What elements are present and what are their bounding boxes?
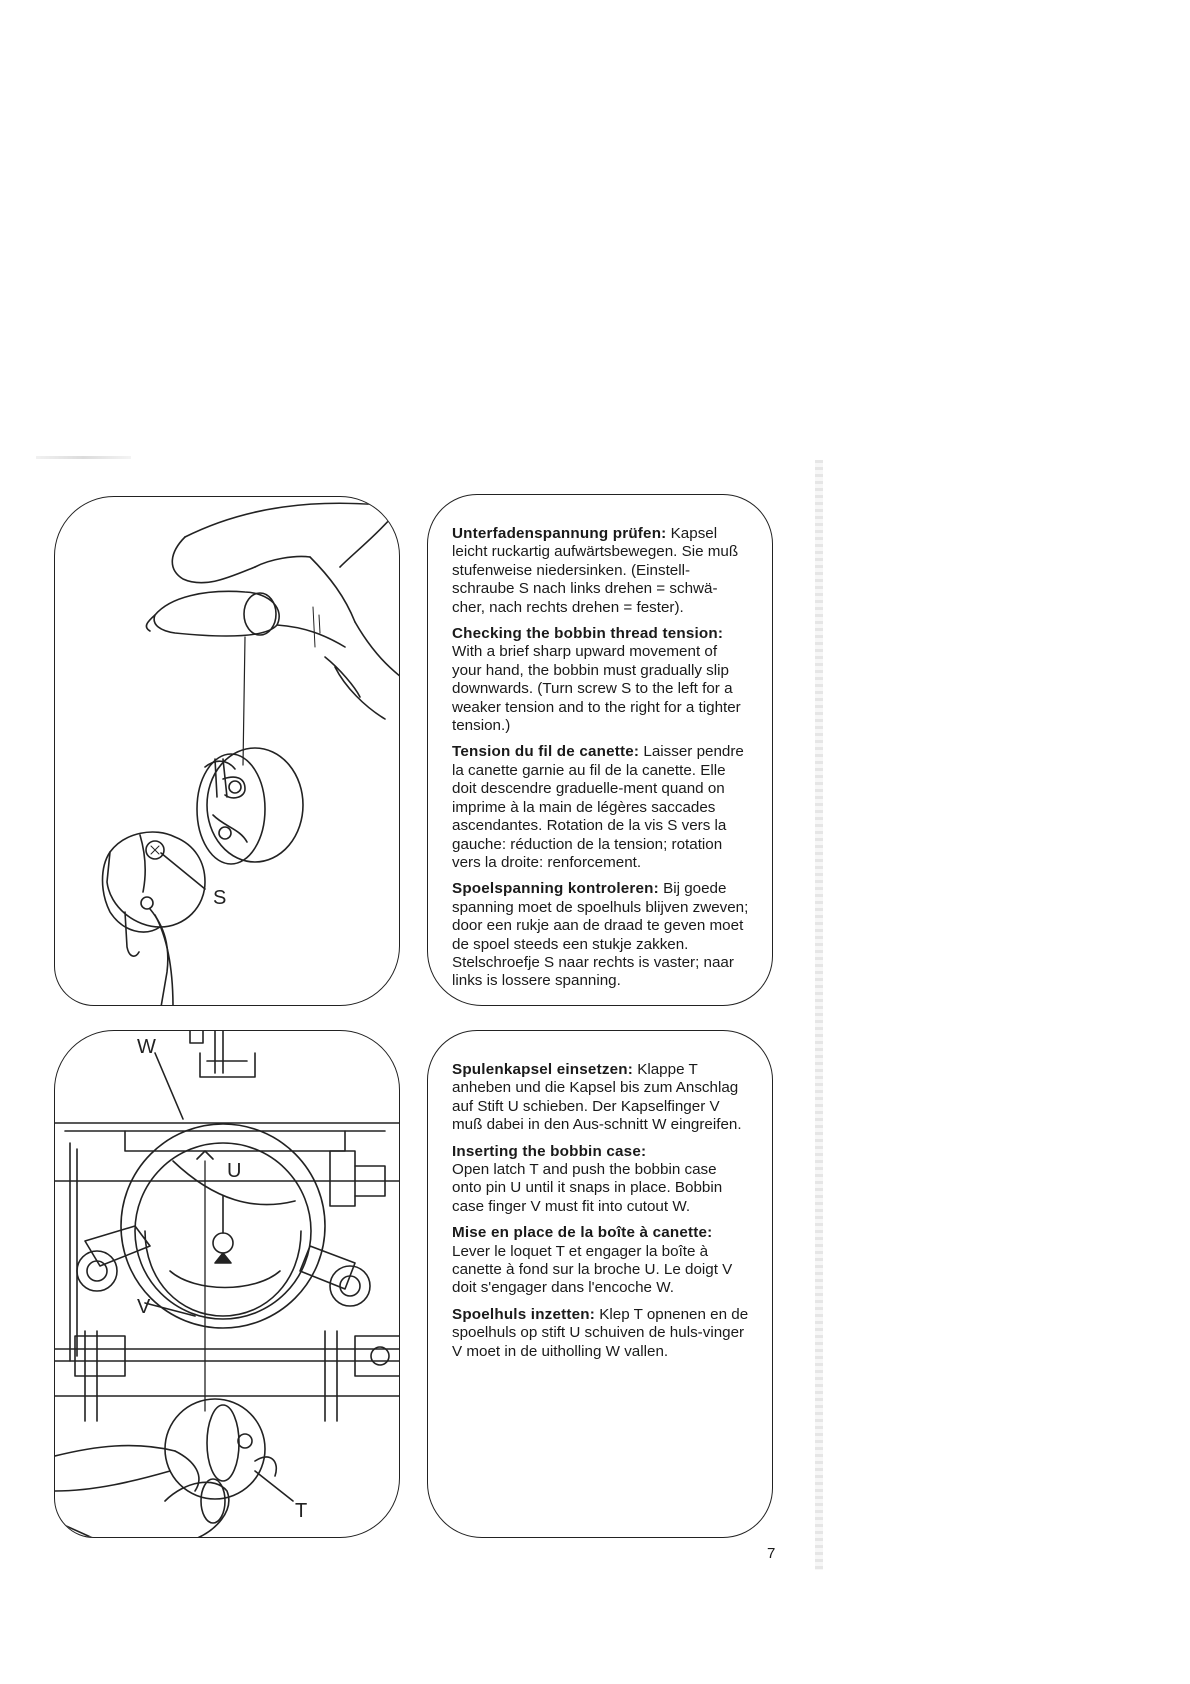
heading-fr: Mise en place de la boîte à canette: [452, 1224, 713, 1242]
page-number: 7 [767, 1545, 776, 1562]
paragraph-en [452, 625, 750, 735]
body-en: With a brief sharp upward movement of your hand, the bobbin must gradually slip downwards. (Turn screw S to the left for a weaker tension and to the right for a tighter tension.) [452, 643, 741, 735]
scan-smudge [36, 456, 131, 459]
text-panel-bobbin-tension [427, 494, 773, 1006]
heading-nl: Spoelhuls inzetten: [452, 1305, 596, 1323]
body-de: Klappe T anheben und die Kapsel bis zum Anschlag auf Stift U schieben. Der Kapselfinger V muß dabei in den Aus-schnitt W eingreifen. [452, 1061, 742, 1134]
heading-en: Inserting the bobbin case: [452, 1142, 647, 1160]
paragraph-fr [452, 1224, 750, 1298]
body-nl: Bij goede spanning moet de spoelhuls blijven zweven; door een rukje aan de draad te geven moet de spoel steeds een stukje zakken. Stelschroefje S naar rechts is vaster; naar links is lossere spanning. [452, 880, 749, 990]
body-nl: Klep T opnenen en de spoelhuls op stift U schuiven de huls-vinger V moet in de uitholling W vallen. [452, 1305, 749, 1360]
heading-nl: Spoelspanning kontroleren: [452, 880, 659, 898]
label-u: U [227, 1160, 242, 1182]
label-w: W [137, 1036, 156, 1058]
paragraph-de [452, 525, 750, 617]
heading-de: Unterfadenspannung prüfen: [452, 525, 667, 542]
body-de: Kapsel leicht ruckartig aufwärtsbewegen. Sie muß stufenweise niedersinken. (Einstell-schraube S nach links drehen = schwä-cher, nach rechts drehen = fester). [452, 525, 739, 616]
body-en: Open latch T and push the bobbin case onto pin U until it snaps in place. Bobbin case finger V must fit into cutout W. [452, 1161, 723, 1215]
text-panel-insert-bobbin-case [427, 1030, 773, 1538]
insert-bobbin-case-drawing [55, 1031, 400, 1538]
body-fr: Lever le loquet T et engager la boîte à canette à fond sur la broche U. Le doigt V doit s'engager dans l'encoche W. [452, 1242, 733, 1297]
label-v: V [137, 1296, 151, 1318]
paragraph-de [452, 1061, 750, 1135]
heading-en: Checking the bobbin thread tension: [452, 625, 724, 643]
heading-fr: Tension du fil de canette: [452, 743, 640, 761]
bobbin-tension-drawing [55, 497, 400, 1006]
paragraph-nl [452, 880, 750, 990]
paragraph-fr [452, 743, 750, 872]
illustration-insert-bobbin-case [54, 1030, 400, 1538]
label-t: T [295, 1500, 308, 1522]
heading-de: Spulenkapsel einsetzen: [452, 1061, 633, 1078]
paragraph-en [452, 1143, 750, 1217]
body-fr: Laisser pendre la canette garnie au fil de la canette. Elle doit descendre graduelle-ment quand on imprime à la main de légères saccades ascendantes. Rotation de la vis S vers la gauche: réduction de la tension; rotation vers la droite: renforcement. [452, 743, 744, 871]
page-edge-shadow [815, 460, 823, 1570]
illustration-bobbin-tension [54, 496, 400, 1006]
label-s: S [213, 887, 227, 909]
paragraph-nl [452, 1306, 750, 1361]
